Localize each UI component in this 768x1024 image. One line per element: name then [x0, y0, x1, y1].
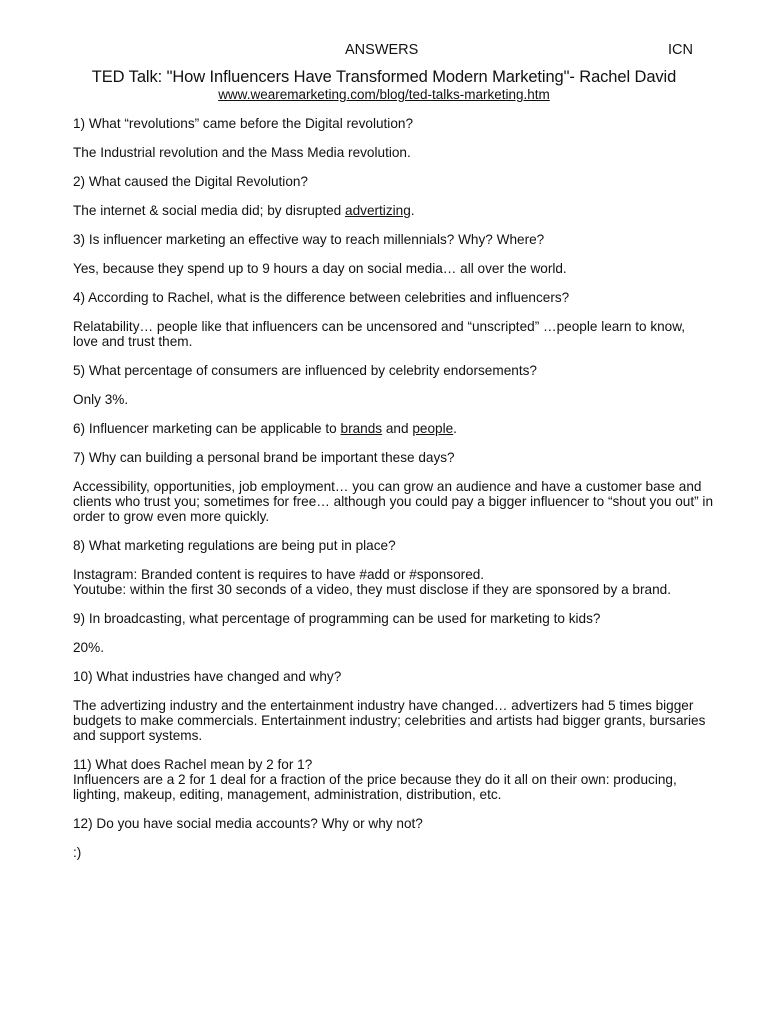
- question-9: [73, 611, 713, 626]
- source-link[interactable]: www.wearemarketing.com/blog/ted-talks-marketing.htm: [218, 87, 550, 102]
- question-5: [73, 363, 713, 378]
- underlined-term: advertizing: [345, 203, 411, 218]
- header-line: [0, 42, 768, 62]
- question-12: [73, 816, 713, 831]
- question-text-part: and: [382, 421, 413, 436]
- question-text: 7) Why can building a personal brand be important these days?: [73, 450, 455, 465]
- answer-4: [73, 319, 713, 349]
- answer-text: :): [73, 845, 82, 860]
- question-10: [73, 669, 713, 684]
- answer-1: [73, 145, 713, 160]
- question-text-part: 6) Influencer marketing can be applicable to: [73, 421, 341, 436]
- question-text-part: .: [453, 421, 457, 436]
- question-7: [73, 450, 713, 465]
- answer-text: Youtube: within the first 30 seconds of a video, they must disclose if they are sponsored by a brand.: [73, 582, 671, 597]
- answer-5: [73, 392, 713, 407]
- question-3: [73, 232, 713, 247]
- answer-text: The Industrial revolution and the Mass Media revolution.: [73, 145, 411, 160]
- underlined-term: people: [412, 421, 454, 436]
- answer-text: Accessibility, opportunities, job employment… you can grow an audience and have a customer base and clients who trust you; sometimes for free… although you could pay a bigger influencer to “shout you out” in order to grow even more quickly.: [73, 479, 714, 524]
- answer-text: Only 3%.: [73, 392, 129, 407]
- answer-12: [73, 845, 713, 860]
- question-2: [73, 174, 713, 189]
- question-text: [73, 421, 713, 436]
- question-11: [73, 757, 713, 802]
- qa-content: [73, 116, 713, 874]
- answers-label: ANSWERS: [345, 42, 419, 58]
- answer-text: [73, 203, 713, 218]
- question-text: 4) According to Rachel, what is the difference between celebrities and influencers?: [73, 290, 570, 305]
- question-text: 3) Is influencer marketing an effective way to reach millennials? Why? Where?: [73, 232, 545, 247]
- answer-text: Yes, because they spend up to 9 hours a day on social media… all over the world.: [73, 261, 567, 276]
- question-8: [73, 538, 713, 553]
- question-6: [73, 421, 713, 436]
- answer-text: 20%.: [73, 640, 104, 655]
- answer-8: [73, 567, 713, 597]
- answer-text-part: The internet & social media did; by disrupted: [73, 203, 346, 218]
- answer-text: The advertizing industry and the entertainment industry have changed… advertizers had 5 times bigger budgets to make commercials. Entertainment industry; celebrities and artists had bigger grants, bursaries and support systems.: [73, 698, 706, 743]
- question-text: 2) What caused the Digital Revolution?: [73, 174, 308, 189]
- question-text: 9) In broadcasting, what percentage of programming can be used for marketing to kids?: [73, 611, 601, 626]
- question-text: 10) What industries have changed and why?: [73, 669, 342, 684]
- question-text: 11) What does Rachel mean by 2 for 1?: [73, 757, 313, 772]
- question-text: 12) Do you have social media accounts? Why or why not?: [73, 816, 423, 831]
- underlined-term: brands: [340, 421, 383, 436]
- question-4: [73, 290, 713, 305]
- question-text: 8) What marketing regulations are being put in place?: [73, 538, 396, 553]
- answer-9: [73, 640, 713, 655]
- answer-10: [73, 698, 713, 743]
- question-text: 5) What percentage of consumers are influenced by celebrity endorsements?: [73, 363, 537, 378]
- question-1: [73, 116, 713, 131]
- answer-text: Influencers are a 2 for 1 deal for a fraction of the price because they do it all on their own: producing, lighting, makeup, editing, management, administration, distribution, etc.: [73, 772, 677, 802]
- document-title: TED Talk: "How Influencers Have Transformed Modern Marketing"- Rachel David: [91, 68, 677, 86]
- icn-label: ICN: [668, 42, 693, 58]
- answer-text: Relatability… people like that influencers can be uncensored and “unscripted” …people learn to know, love and trust them.: [73, 319, 686, 349]
- answer-3: [73, 261, 713, 276]
- answer-text: Instagram: Branded content is requires to have #add or #sponsored.: [73, 567, 485, 582]
- answer-7: [73, 479, 713, 524]
- question-text: 1) What “revolutions” came before the Digital revolution?: [73, 116, 414, 131]
- answer-text-part: .: [410, 203, 415, 218]
- answer-2: [73, 203, 713, 218]
